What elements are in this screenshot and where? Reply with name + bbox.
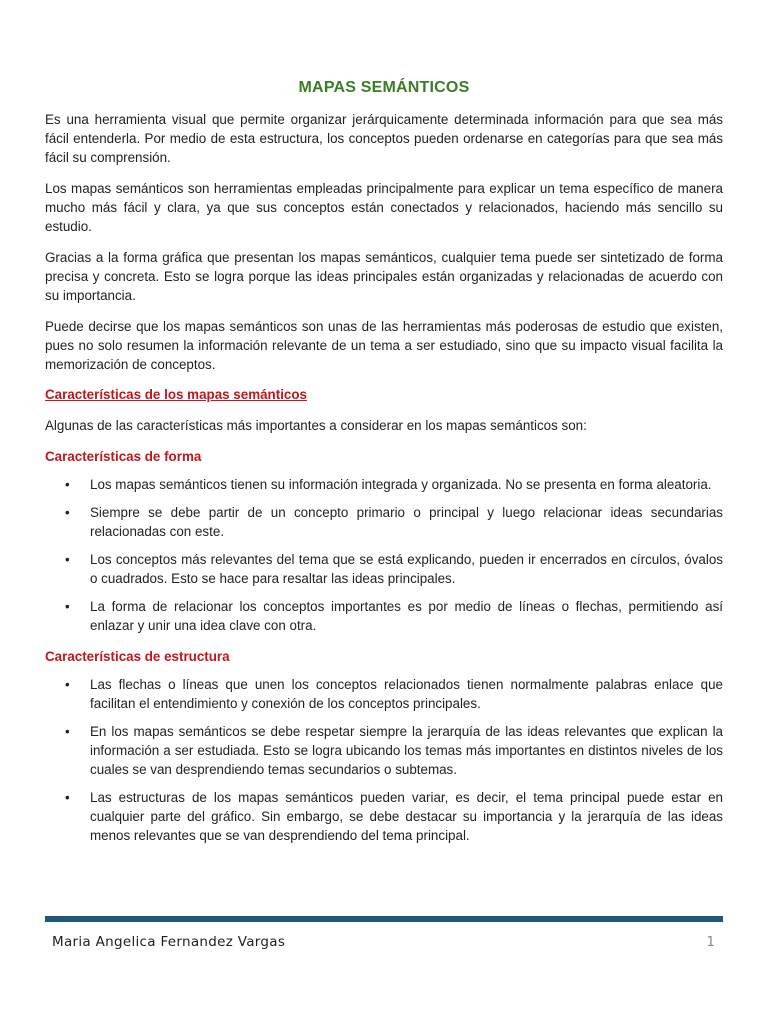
- bullet-icon: •: [65, 790, 70, 805]
- bullet-icon: •: [65, 677, 70, 692]
- intro-paragraph-3: Gracias a la forma gráfica que presentan los mapas semánticos, cualquier tema puede ser sintetizado de forma precisa y concreta. Esto se logra porque las ideas principales están organizadas y relacionadas de acuerdo con su importancia.: [45, 250, 723, 303]
- bullet-icon: •: [65, 552, 70, 567]
- bullet-icon: •: [65, 505, 70, 520]
- list-item: [45, 503, 723, 541]
- list-item-text: La forma de relacionar los conceptos importantes es por medio de líneas o flechas, permitiendo así enlazar y unir una idea clave con otra.: [90, 599, 723, 633]
- document-page: [45, 0, 723, 854]
- form-bullet-list: [45, 475, 723, 635]
- section-heading: Características de los mapas semánticos: [45, 387, 307, 402]
- list-item-text: Las flechas o líneas que unen los conceptos relacionados tienen normalmente palabras enlace que facilitan el entendimiento y conexión de los conceptos principales.: [90, 677, 723, 711]
- list-item: [45, 475, 723, 494]
- list-item-text: Los conceptos más relevantes del tema que se está explicando, pueden ir encerrados en círculos, óvalos o cuadrados. Esto se hace para resaltar las ideas principales.: [90, 552, 723, 586]
- form-heading: Características de forma: [45, 449, 202, 464]
- intro-paragraph-2: Los mapas semánticos son herramientas empleadas principalmente para explicar un tema específico de manera mucho más fácil y clara, ya que sus conceptos están conectados y relacionados, haciendo más sencillo su estudio.: [45, 181, 723, 234]
- list-item: [45, 722, 723, 779]
- bullet-icon: •: [65, 477, 70, 492]
- section-intro: Algunas de las características más importantes a considerar en los mapas semánticos son:: [45, 418, 587, 433]
- list-item-text: En los mapas semánticos se debe respetar siempre la jerarquía de las ideas relevantes que explican la información a ser estudiada. Esto se logra ubicando los temas más importantes en distintos niveles de los cuales se van desprendiendo temas secundarios o subtemas.: [90, 724, 723, 777]
- list-item: [45, 550, 723, 588]
- bullet-icon: •: [65, 724, 70, 739]
- list-item-text: Las estructuras de los mapas semánticos pueden variar, es decir, el tema principal puede estar en cualquier parte del gráfico. Sin embargo, se debe destacar su importancia y la jerarquía de las ideas menos relevantes que se van desprendiendo del tema principal.: [90, 790, 723, 843]
- footer-divider: [45, 916, 723, 922]
- document-title: MAPAS SEMÁNTICOS: [298, 79, 470, 96]
- list-item: [45, 597, 723, 635]
- page-number: 1: [706, 934, 715, 950]
- list-item-text: Los mapas semánticos tienen su información integrada y organizada. No se presenta en forma aleatoria.: [90, 477, 712, 492]
- list-item: [45, 788, 723, 845]
- footer-author: Maria Angelica Fernandez Vargas: [52, 934, 286, 950]
- list-item-text: Siempre se debe partir de un concepto primario o principal y luego relacionar ideas secundarias relacionadas con este.: [90, 505, 723, 539]
- bullet-icon: •: [65, 599, 70, 614]
- structure-heading: Características de estructura: [45, 649, 230, 664]
- intro-paragraph-1: Es una herramienta visual que permite organizar jerárquicamente determinada información para que sea más fácil entenderla. Por medio de esta estructura, los conceptos pueden ordenarse en categorías para que sea más fácil su comprensión.: [45, 112, 723, 165]
- list-item: [45, 675, 723, 713]
- structure-bullet-list: [45, 675, 723, 845]
- intro-paragraph-4: Puede decirse que los mapas semánticos son unas de las herramientas más poderosas de estudio que existen, pues no solo resumen la información relevante de un tema a ser estudiado, sino que su impacto visual facilita la memorización de conceptos.: [45, 319, 723, 372]
